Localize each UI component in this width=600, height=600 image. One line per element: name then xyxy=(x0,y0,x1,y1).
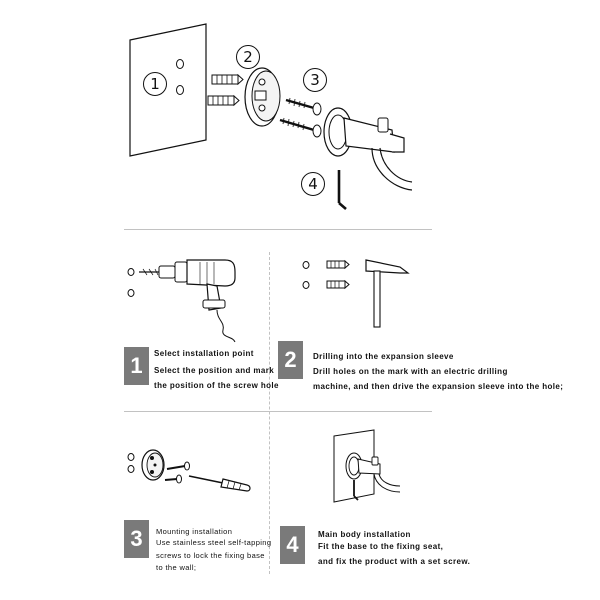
hex-key xyxy=(339,170,346,209)
step-2-line-1: Drill holes on the mark with an electric drilling xyxy=(313,367,508,376)
step-number-2: 2 xyxy=(278,341,303,379)
wall-panel xyxy=(130,24,206,156)
section-divider xyxy=(124,229,432,230)
step-4-line-2: and fix the product with a set screw. xyxy=(318,557,471,566)
hammer-illustration xyxy=(300,255,430,335)
step-1-line-2: the position of the screw hole xyxy=(154,381,279,390)
step-1-line-1: Select the position and mark xyxy=(154,366,275,375)
column-divider xyxy=(269,252,270,574)
step-number-1: 1 xyxy=(124,347,149,385)
step-2-line-2: machine, and then drive the expansion sleeve into the hole; xyxy=(313,382,564,391)
expansion-sleeve-upper xyxy=(212,75,243,84)
exploded-diagram-drawing xyxy=(0,0,600,230)
step-number-4: 4 xyxy=(280,526,305,564)
callout-1: 1 xyxy=(143,72,167,96)
step-1-title: Select installation point xyxy=(154,349,254,358)
step-4-line-1: Fit the base to the fixing seat, xyxy=(318,542,444,551)
screw-upper xyxy=(286,98,321,115)
step-3-line-2: screws to lock the fixing base xyxy=(156,551,265,560)
screw-lower xyxy=(280,118,321,137)
callout-4: 4 xyxy=(301,172,325,196)
callout-2: 2 xyxy=(236,45,260,69)
step-number-3: 3 xyxy=(124,520,149,558)
main-body xyxy=(324,108,412,190)
fixing-base xyxy=(245,68,280,126)
main-body-installed-illustration xyxy=(328,428,418,508)
step-3-line-1: Use stainless steel self-tapping xyxy=(156,538,272,547)
row-divider xyxy=(124,411,432,412)
screwdriver-illustration xyxy=(125,445,265,515)
expansion-sleeve-lower xyxy=(208,96,239,105)
step-3-title: Mounting installation xyxy=(156,527,233,536)
callout-3: 3 xyxy=(303,68,327,92)
step-3-line-3: to the wall; xyxy=(156,563,197,572)
step-4-title: Main body installation xyxy=(318,530,411,539)
drill-illustration xyxy=(125,252,265,347)
step-2-title: Drilling into the expansion sleeve xyxy=(313,352,454,361)
